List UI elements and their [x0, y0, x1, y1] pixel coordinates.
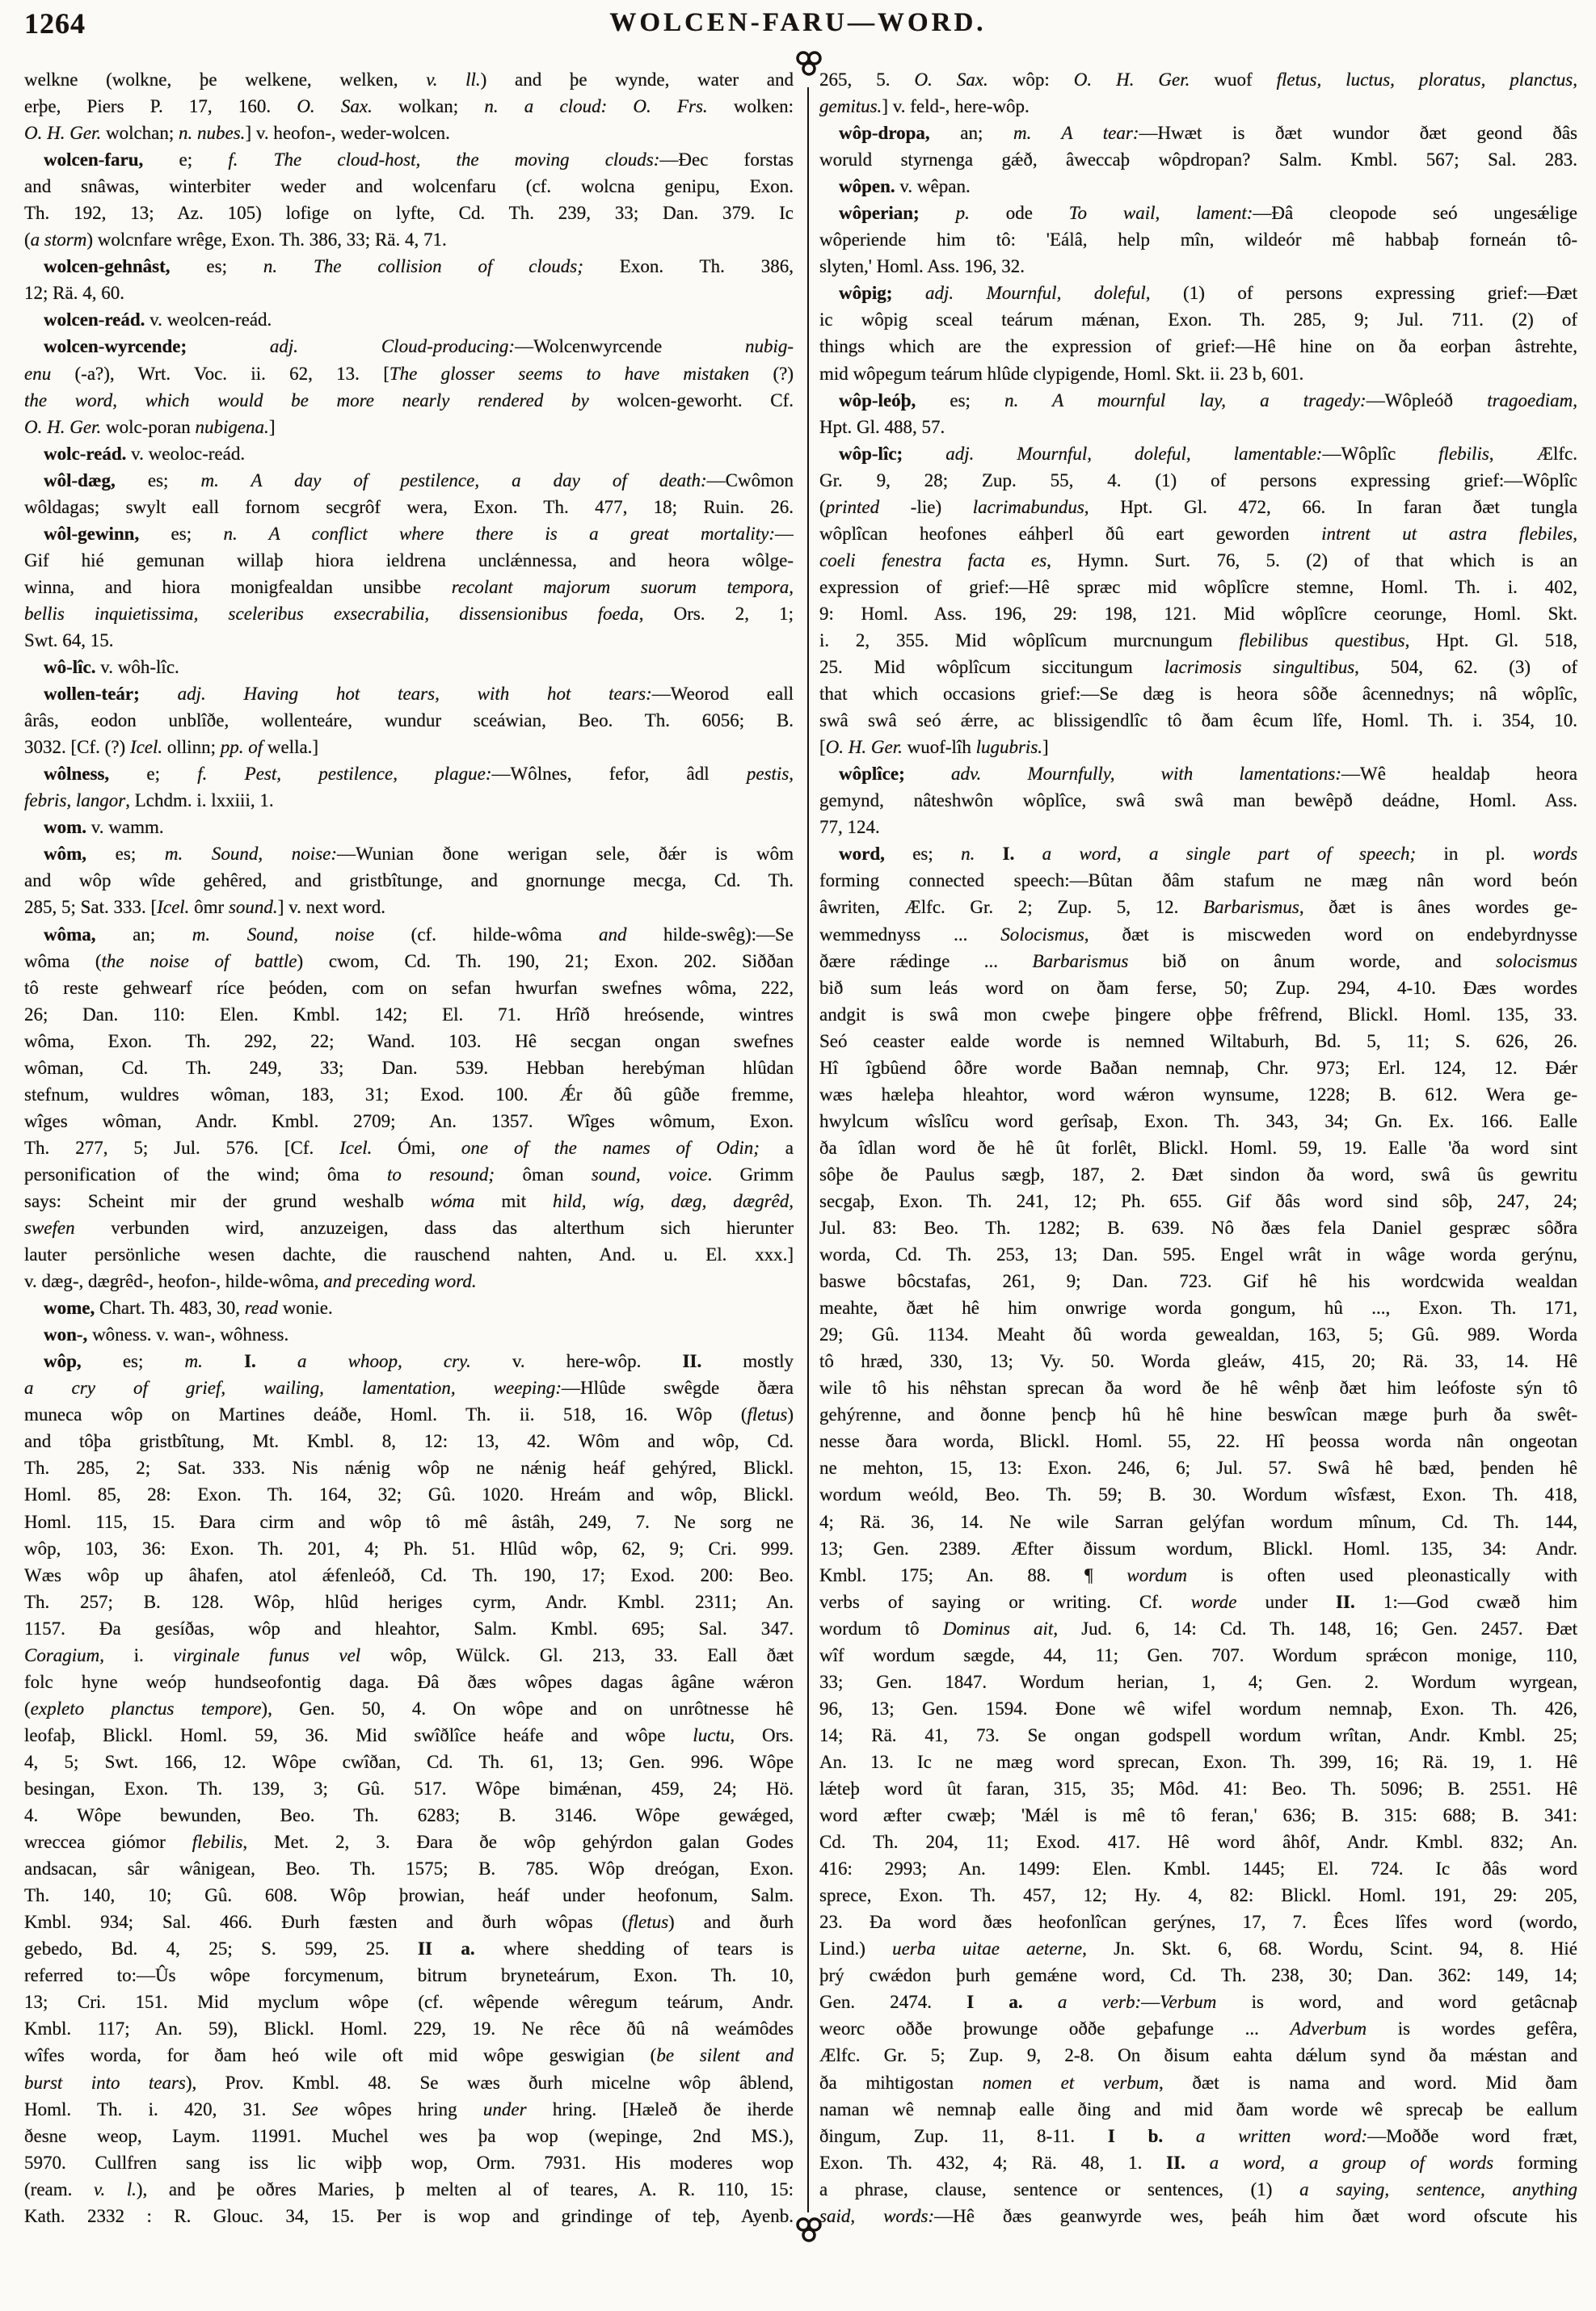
text-line: Gr. 9, 28; Zup. 55, 4. (1) of persons expressing grief:—Wôplîc [819, 469, 1577, 490]
text-line: a cry of grief, wailing, lamentation, weeping:—Hlûde swêgde ðæra [24, 1378, 794, 1399]
text-line: wæs hæleþa hleahtor, word wǽron wynsume, 1228; B. 612. Wera ge- [819, 1084, 1577, 1105]
text-line: Hpt. Gl. 488, 57. [819, 416, 945, 437]
text-line: leofaþ, Blickl. Homl. 59, 36. Mid swîðlîce heáfe and wôpe luctu, Ors. [24, 1724, 794, 1745]
text-line: 4. Wôpe bewunden, Beo. Th. 6283; B. 3146. Wôpe gewǽged, [24, 1805, 794, 1826]
text-line: wôp, es; m. I. a whoop, cry. v. here-wôp. II. mostly [44, 1351, 794, 1372]
text-line: folc hyne weóp hundseofontig daga. Ðâ ðæs wôpes dagas âgâne wǽron [24, 1671, 794, 1692]
text-line: Th. 277, 5; Jul. 576. [Cf. Icel. Ómi, one of the names of Odin; a [24, 1137, 794, 1158]
text-line: wôp, 103, 36: Exon. Th. 201, 4; Ph. 51. Hlûd wôp, 62, 9; Cri. 999. [24, 1538, 794, 1559]
text-line: said, words:—Hê ðæs geanwyrde wes, þeáh him ðæt word ofscute his [819, 2205, 1577, 2226]
text-line: secgaþ, Exon. Th. 241, 12; Ph. 655. Gif ðâs word sind sôþ, 247, 24; [819, 1190, 1577, 1211]
text-line: Hî îgbûend ôðre worde Baðan nemnaþ, Chr. 973; Erl. 124, 12. Ðǽr [819, 1057, 1577, 1078]
page-title: WOLCEN-FARU—WORD. [609, 8, 987, 37]
text-line: wôperiende him tô: 'Eálâ, help mîn, wildeór mê habbaþ forneán tô- [819, 229, 1577, 250]
text-line: stefnum, wuldres wôman, 183, 31; Exod. 100. Ǽr ðû gûðe fremme, [24, 1084, 794, 1105]
dictionary-column-right [819, 66, 1577, 2229]
text-line: wôp-lîc; adj. Mournful, doleful, lamentable:—Wôplîc flebilis, Ælfc. [839, 443, 1577, 464]
text-line: 4, 5; Swt. 166, 12. Wôpe cwîðan, Cd. Th. 61, 13; Gen. 996. Wôpe [24, 1751, 794, 1772]
text-line: wolcen-reád. v. weolcen-reád. [44, 309, 272, 330]
text-line: Kmbl. 175; An. 88. ¶ wordum is often used pleonastically with [819, 1564, 1577, 1585]
text-line: meahte, ðæt hê him onwrige worda gongum, hû ..., Exon. Th. 171, [819, 1298, 1577, 1319]
text-line: (ream. v. l.), and þe oðres Maries, þ melten al of teares, A. R. 110, 15: [24, 2178, 794, 2199]
text-line: wôpen. v. wêpan. [839, 176, 971, 197]
text-line: wôl-gewinn, es; n. A conflict where there is a great mortality:— [44, 523, 794, 544]
text-line: ða mihtigostan nomen et verbum, ðæt is nama and word. Mid ðam [819, 2072, 1577, 2093]
text-line: O. H. Ger. wolchan; n. nubes.] v. heofon-, weder-wolcen. [24, 123, 450, 144]
text-line: ic wôpig sceal teárum mǽnan, Exon. Th. 285, 9; Jul. 711. (2) of [819, 309, 1577, 330]
text-line: bið sum leás word on ðam ferse, 50; Zup. 294, 4-10. Ðæs wordes [819, 977, 1577, 998]
text-line: 13; Gen. 2389. Æfter ðissum wordum, Blickl. Homl. 135, 34: Andr. [819, 1538, 1577, 1559]
text-line: mid wôpegum teárum hlûde clypigende, Homl. Skt. ii. 23 b, 601. [819, 363, 1304, 384]
text-line: referred to:—Ûs wôpe forcymenum, bitrum bryneteárum, Exon. Th. 10, [24, 1965, 794, 1986]
text-line: O. H. Ger. wolc-poran nubigena.] [24, 416, 276, 437]
text-line: Th. 192, 13; Az. 105) lofige on lyfte, Cd. Th. 239, 33; Dan. 379. Ic [24, 203, 794, 224]
text-line: wollen-teár; adj. Having hot tears, with hot tears:—Weorod eall [44, 684, 794, 705]
text-line: andgit is swâ mon cweþe þingere oþþe frêfrend, Blickl. Homl. 135, 33. [819, 1004, 1577, 1025]
text-line: 285, 5; Sat. 333. [Icel. ômr sound.] v. next word. [24, 897, 385, 918]
text-line: tô hræd, 330, 13; Vy. 50. Worda gleáw, 415, 20; Rä. 33, 14. Hê [819, 1351, 1577, 1372]
text-line: Cd. Th. 204, 11; Exod. 417. Hê word âhôf, Andr. Kmbl. 832; An. [819, 1832, 1577, 1853]
text-line: word æfter cwæþ; 'Mǽl is mê tô feran,' 636; B. 315: 688; B. 341: [819, 1805, 1577, 1826]
text-line: 29; Gû. 1134. Meaht ðû worda gewealdan, 163, 5; Gû. 989. Worda [819, 1324, 1577, 1345]
text-line: 12; Rä. 4, 60. [24, 283, 124, 304]
text-line: gehýrenne, and ðonne þencþ hû hê hine beswîcan mæge þurh ða swêt- [819, 1404, 1577, 1425]
text-line: wôlness, e; f. Pest, pestilence, plague:—Wôlnes, fefor, âdl pestis, [44, 764, 794, 785]
text-line: expression of grief:—Hê spræc mid wôplîcre stemne, Homl. Th. i. 402, [819, 576, 1577, 597]
text-line: 77, 124. [819, 817, 880, 838]
text-line: things which are the expression of grief:—Hê hine on ða eorþan âstrehte, [819, 336, 1577, 357]
text-line: 33; Gen. 1847. Wordum herian, 1, 4; Gen. 2. Wordum wyrgean, [819, 1671, 1577, 1692]
text-line: swâ swâ seó ǽrre, ac blissigendlîc tô ðam êcum lîfe, Homl. Th. i. 354, 10. [819, 710, 1577, 731]
text-line: a phrase, clause, sentence or sentences, (1) a saying, sentence, anything [819, 2178, 1577, 2199]
text-line: wôldagas; swylt eall fornom secgrôf wera, Exon. Th. 477, 18; Ruin. 26. [24, 496, 794, 517]
text-line: 13; Cri. 151. Mid myclum wôpe (cf. wêpende wêregum teárum, Andr. [24, 1992, 794, 2013]
text-line: verbs of saying or writing. Cf. worde under II. 1:—God cwæð him [819, 1591, 1577, 1612]
text-line: burst into tears), Prov. Kmbl. 48. Se wæs ðurh micelne wôp âblend, [24, 2072, 794, 2093]
text-line: Swt. 64, 15. [24, 629, 114, 650]
text-line: Kmbl. 934; Sal. 466. Ðurh fæsten and ðurh wôpas (fletus) and ðurh [24, 1912, 794, 1933]
text-line: An. 13. Ic ne mæg word sprecan, Exon. Th. 399, 16; Rä. 19, 1. Hê [819, 1751, 1577, 1772]
text-line: woruld styrnenga gǽð, âweccaþ wôpdropan? Salm. Kmbl. 567; Sal. 283. [819, 149, 1577, 170]
text-line: muneca wôp on Martines deáðe, Homl. Th. ii. 518, 16. Wôp (fletus) [24, 1404, 794, 1425]
text-line: (a storm) wolcnfare wrêge, Exon. Th. 386, 33; Rä. 4, 71. [24, 229, 447, 250]
text-line: wôplîce; adv. Mournfully, with lamentations:—Wê healdaþ heora [839, 764, 1577, 785]
text-line: Wæs wôp up âhafen, atol ǽfenleóð, Cd. Th. 190, 17; Exod. 200: Beo. [24, 1564, 794, 1585]
text-line: wôperian; p. ode To wail, lament:—Ðâ cleopode seó ungesǽlige [839, 203, 1577, 224]
text-line: naman wê nemnaþ ealle ðing and mid ðam worde wê sprecaþ be eallum [819, 2098, 1577, 2119]
text-line: 4; Rä. 36, 14. Ne wile Sarran gelýfan wordum mînum, Cd. Th. 144, [819, 1511, 1577, 1532]
text-line: Th. 140, 10; Gû. 608. Wôp þrowian, heáf under heofonum, Salm. [24, 1885, 794, 1906]
text-line: and tôþa gristbîtung, Mt. Kmbl. 8, 12: 13, 42. Wôm and wôp, Cd. [24, 1431, 794, 1452]
text-line: wôma (the noise of battle) cwom, Cd. Th. 190, 21; Exon. 202. Siððan [24, 950, 794, 971]
text-line: tô reste gehwearf ríce þeóden, com on sefan hwurfan swefnes wôma, 222, [24, 977, 794, 998]
text-line: worda, Cd. Th. 253, 13; Dan. 595. Engel wrât in wâge worda gerýnu, [819, 1244, 1577, 1265]
text-line: and wôp wîde gehêred, and gristbîtunge, and gnornunge mecga, Cd. Th. [24, 870, 794, 891]
text-line: wolcen-faru, e; f. The cloud-host, the moving clouds:—Ðec forstas [44, 149, 794, 170]
text-line: hwylcum wîslîcu word gerîsaþ, Exon. Th. 343, 34; Gn. Ex. 166. Ealle [819, 1110, 1577, 1131]
text-line: says: Scheint mir der grund weshalb wóma mit hild, wíg, dæg, dægrêd, [24, 1190, 794, 1211]
text-line: âwriten, Ælfc. Gr. 2; Zup. 5, 12. Barbarismus, ðæt is ânes wordes ge- [819, 897, 1577, 918]
text-line: sôþe ðe Paulus sægþ, 187, 2. Ðæt sindon ða word, swâ ûs gewritu [819, 1164, 1577, 1185]
text-line: [O. H. Ger. wuof-lîh lugubris.] [819, 737, 1049, 758]
text-line: Kath. 2332 : R. Glouc. 34, 15. Þer is wop and grindinge of teþ, Ayenb. [24, 2205, 794, 2226]
text-line: ða îdlan word ðe hê ût forlêt, Blickl. Homl. 59, 19. Ealle 'ða word sint [819, 1137, 1577, 1158]
text-line: wordum tô Dominus ait, Jud. 6, 14: Cd. Th. 148, 16; Gen. 2457. Ðæt [819, 1618, 1577, 1639]
text-line: Th. 285, 2; Sat. 333. Nis nǽnig wôp ne nǽnig heáf gehýred, Blickl. [24, 1458, 794, 1479]
text-line: wôl-dæg, es; m. A day of pestilence, a day of death:—Cwômon [44, 469, 794, 490]
text-line: erþe, Piers P. 17, 160. O. Sax. wolkan; n. a cloud: O. Frs. wolken: [24, 96, 794, 117]
text-line: wô-lîc. v. wôh-lîc. [44, 657, 179, 678]
text-line: (expleto planctus tempore), Gen. 50, 4. On wôpe and on unrôtnesse hê [24, 1698, 794, 1719]
text-line: 96, 13; Gen. 1594. Ðone wê wifel wordum nemnaþ, Exon. Th. 426, [819, 1698, 1577, 1719]
text-line: 416: 2993; An. 1499: Elen. Kmbl. 1445; El. 724. Ic ðâs word [819, 1858, 1577, 1880]
text-line: wôma, Exon. Th. 292, 22; Wand. 103. Hê secgan ongan swefnes [24, 1030, 794, 1051]
text-line: coeli fenestra facta es, Hymn. Surt. 76, 5. (2) of that which is an [819, 549, 1577, 570]
text-line: ðingum, Zup. 11, 8-11. I b. a written word:—Moððe word fræt, [819, 2125, 1577, 2146]
text-line: Coragium, i. virginale funus vel wôp, Wülck. Gl. 213, 33. Eall ðæt [24, 1644, 794, 1665]
text-line: wôp-leóþ, es; n. A mournful lay, a tragedy:—Wôpleóð tragoediam, [839, 389, 1577, 410]
text-line: ðære rǽdinge ... Barbarismus bið on ânum worde, and solocismus [819, 950, 1577, 971]
text-line: weorc oððe þrowunge oððe geþafunge ... Adverbum is wordes gefêra, [819, 2018, 1577, 2039]
text-line: v. dæg-, dægrêd-, heofon-, hilde-wôma, and preceding word. [24, 1271, 477, 1292]
text-line: forming connected speech:—Bûtan ðâm stafum ne mæg nân word beón [819, 870, 1577, 891]
text-line: wôplîcan heofones eáhþerl ðû eart geworden intrent ut astra flebiles, [819, 523, 1577, 544]
text-line: baswe bôcstafas, 261, 9; Dan. 723. Gif hê his wordcwida wealdan [819, 1271, 1577, 1292]
text-line: wreccea giómor flebilis, Met. 2, 3. Ðara ðe wôp gehýrdon galan Godes [24, 1832, 794, 1853]
text-line: nesse ðara worda, Blickl. Homl. 55, 22. Hî þeossa worda nân ongeotan [819, 1431, 1577, 1452]
text-line: lǽteþ word ût faran, 315, 35; Môd. 41: Beo. Th. 5096; B. 2551. Hê [819, 1779, 1577, 1799]
text-line: wordum weóld, Beo. Th. 59; B. 30. Wordum wîsfæst, Exon. Th. 418, [819, 1484, 1577, 1505]
text-line: enu (-a?), Wrt. Voc. ii. 62, 13. [The glosser seems to have mistaken (?) [24, 363, 794, 384]
text-line: þrý cwǽdon þurh gemǽne word, Cd. Th. 238, 30; Dan. 362: 149, 14; [819, 1965, 1577, 1986]
text-line: wôman, Cd. Th. 249, 33; Dan. 539. Hebban herebýman hlûdan [24, 1057, 794, 1078]
text-line: gemitus.] v. feld-, here-wôp. [819, 96, 1030, 117]
text-line: wôp-dropa, an; m. A tear:—Hwæt is ðæt wundor ðæt geond ðâs [839, 123, 1577, 144]
text-line: wolc-reád. v. weoloc-reád. [44, 443, 246, 464]
text-line: Seó ceaster ealde worde is nemned Wiltaburh, Bd. 5, 11; S. 626, 26. [819, 1030, 1577, 1051]
text-line: wolcen-wyrcende; adj. Cloud-producing:—Wolcenwyrcende nubig- [44, 336, 794, 357]
text-line: 1157. Ða gesíðas, wôp and hleahtor, Salm. Kmbl. 695; Sal. 347. [24, 1618, 794, 1639]
text-line: 25. Mid wôplîcum siccitungum lacrimosis singultibus, 504, 62. (3) of [819, 657, 1577, 678]
text-line: Th. 257; B. 128. Wôp, hlûd heriges cyrm, Andr. Kmbl. 2311; An. [24, 1591, 794, 1612]
text-line: 3032. [Cf. (?) Icel. ollinn; pp. of wella.] [24, 737, 319, 758]
text-line: Kmbl. 117; An. 59), Blickl. Homl. 229, 19. Ne rêce ðû nâ weámôdes [24, 2018, 794, 2039]
text-line: ârâs, eodon unblîðe, wollenteáre, wundur sceáwian, Beo. Th. 6056; B. [24, 710, 794, 731]
text-line: swefen verbunden wird, anzuzeigen, dass das alterthum sich hierunter [24, 1218, 794, 1239]
text-line: Exon. Th. 432, 4; Rä. 48, 1. II. a word, a group of words forming [819, 2152, 1577, 2173]
text-line: Homl. 115, 15. Ðara cirm and wôp tô mê âstâh, 249, 7. Ne sorg ne [24, 1511, 794, 1532]
text-line: gemynd, nâteshwôn wôplîce, swâ swâ man bewêpð deádne, Homl. Ass. [819, 790, 1577, 811]
text-line: wîf wordum sægde, 44, 11; Gen. 707. Wordum sprǽcon monige, 110, [819, 1644, 1577, 1665]
text-line: wîges wôman, Andr. Kmbl. 2709; An. 1357. Wîges wômum, Exon. [24, 1110, 794, 1131]
text-line: besingan, Exon. Th. 139, 3; Gû. 517. Wôpe bimǽnan, 459, 24; Hö. [24, 1779, 794, 1799]
text-line: wôpig; adj. Mournful, doleful, (1) of persons expressing grief:—Ðæt [839, 283, 1577, 304]
text-line: Gen. 2474. I a. a verb:—Verbum is word, and word getâcnaþ [819, 1992, 1577, 2013]
text-line: 23. Ða word ðæs heofonlîcan gerýnes, 17, 7. Êces lîfes word (wordo, [819, 1912, 1577, 1933]
text-line: 5970. Cullfren sang iss lic wiþþ wop, Orm. 7931. His moderes wop [24, 2152, 794, 2173]
text-line: the word, which would be more nearly rendered by wolcen-geworht. Cf. [24, 389, 794, 410]
text-line: Lind.) uerba uitae aeterne, Jn. Skt. 6, 68. Wordu, Scint. 94, 8. Hié [819, 1938, 1577, 1960]
dictionary-column-left [24, 66, 794, 2229]
text-line: winna, and hiora monigfealdan unsibbe recolant majorum suorum tempora, [24, 576, 794, 597]
text-line: wom. v. wamm. [44, 817, 164, 838]
text-line: febris, langor, Lchdm. i. lxxiii, 1. [24, 790, 274, 811]
text-line: sprece, Exon. Th. 457, 12; Hy. 4, 82: Blickl. Homl. 191, 29: 205, [819, 1885, 1577, 1906]
text-line: wemmednyss ... Solocismus, ðæt is miscweden word on endebyrdnysse [819, 924, 1577, 945]
text-line: Gif hié gemunan willaþ hiora ieldrena unclǽnnessa, and heora wôlge- [24, 549, 794, 570]
text-line: wile tô his nêhstan sprecan ða word ðe hê wênþ ðæt him leófoste sýn tô [819, 1378, 1577, 1399]
text-line: word, es; n. I. a word, a single part of speech; in pl. words [839, 844, 1577, 865]
text-line: Homl. Th. i. 420, 31. See wôpes hring under hring. [Hæleð ðe iherde [24, 2098, 794, 2119]
text-line: (printed -lie) lacrimabundus, Hpt. Gl. 472, 66. In faran ðæt tungla [819, 496, 1577, 517]
page-number: 1264 [24, 7, 86, 40]
text-line: lauter persönliche wesen dachte, die rauschend nahten, And. u. El. xxx.] [24, 1244, 794, 1265]
text-line: wôma, an; m. Sound, noise (cf. hilde-wôma and hilde-swêg):—Se [44, 924, 794, 945]
text-line: Jul. 83: Beo. Th. 1282; B. 639. Nô ðæs fela Daniel gespræc sôðra [819, 1218, 1577, 1239]
text-line: wolcen-gehnâst, es; n. The collision of clouds; Exon. Th. 386, [44, 256, 794, 277]
text-line: 9: Homl. Ass. 196, 29: 198, 121. Mid wôplîcre ceorunge, Homl. Skt. [819, 603, 1577, 624]
text-line: gebedo, Bd. 4, 25; S. 599, 25. II a. where shedding of tears is [24, 1938, 794, 1960]
text-line: 265, 5. O. Sax. wôp: O. H. Ger. wuof fletus, luctus, ploratus, planctus, [819, 69, 1577, 90]
text-line: personification of the wind; ôma to resound; ôman sound, voice. Grimm [24, 1164, 794, 1185]
text-line: bellis inquietissima, sceleribus exsecrabilia, dissensionibus foeda, Ors. 2, 1; [24, 603, 794, 624]
column-divider-rule [807, 87, 809, 2212]
text-line: ne mehton, 15, 13: Exon. 246, 6; Jul. 57. Swâ hê bæd, þenden hê [819, 1458, 1577, 1479]
text-line: wôm, es; m. Sound, noise:—Wunian ðone werigan sele, ðǽr is wôm [44, 844, 794, 865]
text-line: that which occasions grief:—Se dæg is heora sôðe âcennednys; nâ wôplîc, [819, 684, 1577, 705]
text-line: ðesne weop, Laym. 11991. Muchel wes þa wop (wepinge, 2nd MS.), [24, 2125, 794, 2146]
text-line: wîfes worda, for ðam heó wile oft mid wôpe geswigian (be silent and [24, 2045, 794, 2066]
text-line: 26; Dan. 110: Elen. Kmbl. 142; El. 71. Hrîð hreósende, wintres [24, 1004, 794, 1025]
text-line: i. 2, 355. Mid wôplîcum murcnungum flebilibus questibus, Hpt. Gl. 518, [819, 629, 1577, 650]
text-line: 14; Rä. 41, 73. Se ongan godspell wordum wrîtan, Andr. Kmbl. 25; [819, 1724, 1577, 1745]
text-line: Ælfc. Gr. 5; Zup. 9, 2-8. On ðisum eahta dǽlum synd ða mǽstan and [819, 2045, 1577, 2066]
text-line: andsacan, sâr wânigean, Beo. Th. 1575; B. 785. Wôp dreógan, Exon. [24, 1858, 794, 1880]
text-line: slyten,' Homl. Ass. 196, 32. [819, 256, 1025, 277]
text-line: and snâwas, winterbiter weder and wolcenfaru (cf. wolcna genipu, Exon. [24, 176, 794, 197]
text-line: wome, Chart. Th. 483, 30, read wonie. [44, 1298, 333, 1319]
text-line: welkne (wolkne, þe welkene, welken, v. ll.) and þe wynde, water and [24, 69, 794, 90]
text-line: Homl. 85, 28: Exon. Th. 164, 32; Gû. 1020. Hreám and wôp, Blickl. [24, 1484, 794, 1505]
text-line: won-, wôness. v. wan-, wôhness. [44, 1324, 289, 1345]
